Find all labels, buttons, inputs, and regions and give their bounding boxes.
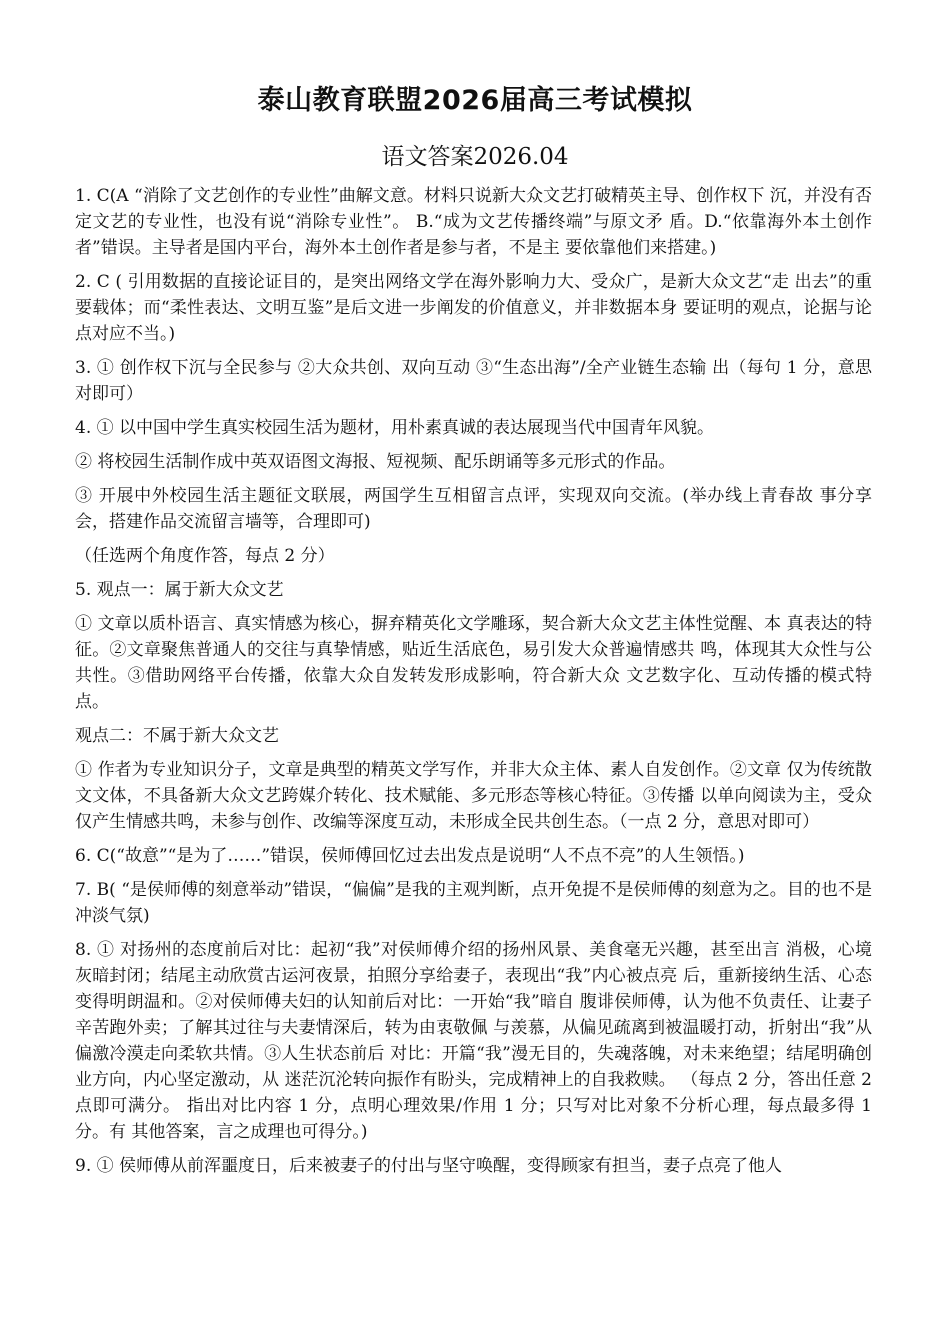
- answer-paragraph: 8. ① 对扬州的态度前后对比：起初“我”对侯师傅介绍的扬州风景、美食毫无兴趣，甚至出言 消极，心境灰暗封闭；结尾主动欣赏古运河夜景，拍照分享给妻子，表现出“我”内心被点亮 后，重新接纳生活、心态变得明朗温和。②对侯师傅夫妇的认知前后对比：一开始“我”暗自 腹诽侯师傅，认为他不负责任、让妻子辛苦跑外卖；了解其过往与夫妻情深后，转为由衷敬佩 与羡慕，从偏见疏离到被温暖打动，折射出“我”从偏激冷漠走向柔软共情。③人生状态前后 对比：开篇“我”漫无目的，失魂落魄，对未来绝望；结尾明确创业方向，内心坚定激动，从 迷茫沉沦转向振作有盼头，完成精神上的自我救赎。 （每点 2 分，答出任意 2 点即可满分。 指出对比内容 1 分，点明心理效果/作用 1 分；只写对比对象不分析心理，每点最多得 1 分。有 其他答案，言之成理也可得分。): [75, 940, 872, 1142]
- answer-paragraph: 1. C(A “消除了文艺创作的专业性”曲解文意。材料只说新大众文艺打破精英主导、创作权下 沉，并没有否定文艺的专业性，也没有说“消除专业性”。 B.“成为文艺传播终端”与原文矛 盾。D.“依靠海外本土创作者”错误。主导者是国内平台，海外本土创作者是参与者，不是主 要依靠他们来搭建。): [75, 186, 872, 258]
- answer-paragraph: 7. B( “是侯师傅的刻意举动”错误，“偏偏”是我的主观判断，点开免提不是侯师傅的刻意为之。目的也不是冲淡气氛): [75, 880, 872, 926]
- answer-paragraph: 2. C ( 引用数据的直接论证目的，是突出网络文学在海外影响力大、受众广，是新大众文艺“走 出去”的重要载体；而“柔性表达、文明互鉴”是后文进一步阐发的价值意义，并非数据本身 要证明的观点，论据与论点对应不当。): [75, 272, 872, 344]
- answer-paragraph: 3. ① 创作权下沉与全民参与 ②大众共创、双向互动 ③“生态出海”/全产业链生态输 出（每句 1 分，意思对即可）: [75, 358, 872, 404]
- answer-paragraph: （任选两个角度作答，每点 2 分）: [75, 546, 335, 566]
- document-subtitle: 语文答案2026.04: [381, 144, 569, 170]
- document-title: 泰山教育联盟2026届高三考试模拟: [257, 85, 693, 116]
- answer-paragraph: ① 作者为专业知识分子，文章是典型的精英文学写作，并非大众主体、素人自发创作。②文章 仅为传统散文文体，不具备新大众文艺跨媒介转化、技术赋能、多元形态等核心特征。③传播 以单向阅读为主，受众仅产生情感共鸣，未参与创作、改编等深度互动，未形成全民共创生态。（一点 2 分，意思对即可）: [75, 760, 872, 832]
- answer-paragraph: 4. ① 以中国中学生真实校园生活为题材，用朴素真诚的表达展现当代中国青年风貌。: [75, 418, 715, 438]
- answer-paragraph: ① 文章以质朴语言、真实情感为核心，摒弃精英化文学雕琢，契合新大众文艺主体性觉醒、本 真表达的特征。②文章聚焦普通人的交往与真挚情感，贴近生活底色，易引发大众普遍情感共 鸣，体现其大众性与公共性。③借助网络平台传播，依靠大众自发转发形成影响，符合新大众 文艺数字化、互动传播的模式特点。: [75, 614, 872, 712]
- answer-paragraph: ② 将校园生活制作成中英双语图文海报、短视频、配乐朗诵等多元形式的作品。: [75, 452, 676, 472]
- answer-content: [75, 183, 872, 1187]
- answer-paragraph: 6. C(“故意”“是为了……”错误，侯师傅回忆过去出发点是说明“人不点不亮”的人生领悟。): [75, 846, 745, 866]
- answer-paragraph: 9. ① 侯师傅从前浑噩度日，后来被妻子的付出与坚守唤醒，变得顾家有担当，妻子点亮了他人: [75, 1156, 783, 1176]
- answer-paragraph: ③ 开展中外校园生活主题征文联展，两国学生互相留言点评，实现双向交流。(举办线上青春故 事分享会，搭建作品交流留言墙等，合理即可): [75, 486, 872, 532]
- answer-paragraph: 5. 观点一：属于新大众文艺: [75, 580, 284, 600]
- answer-paragraph: 观点二：不属于新大众文艺: [75, 726, 279, 746]
